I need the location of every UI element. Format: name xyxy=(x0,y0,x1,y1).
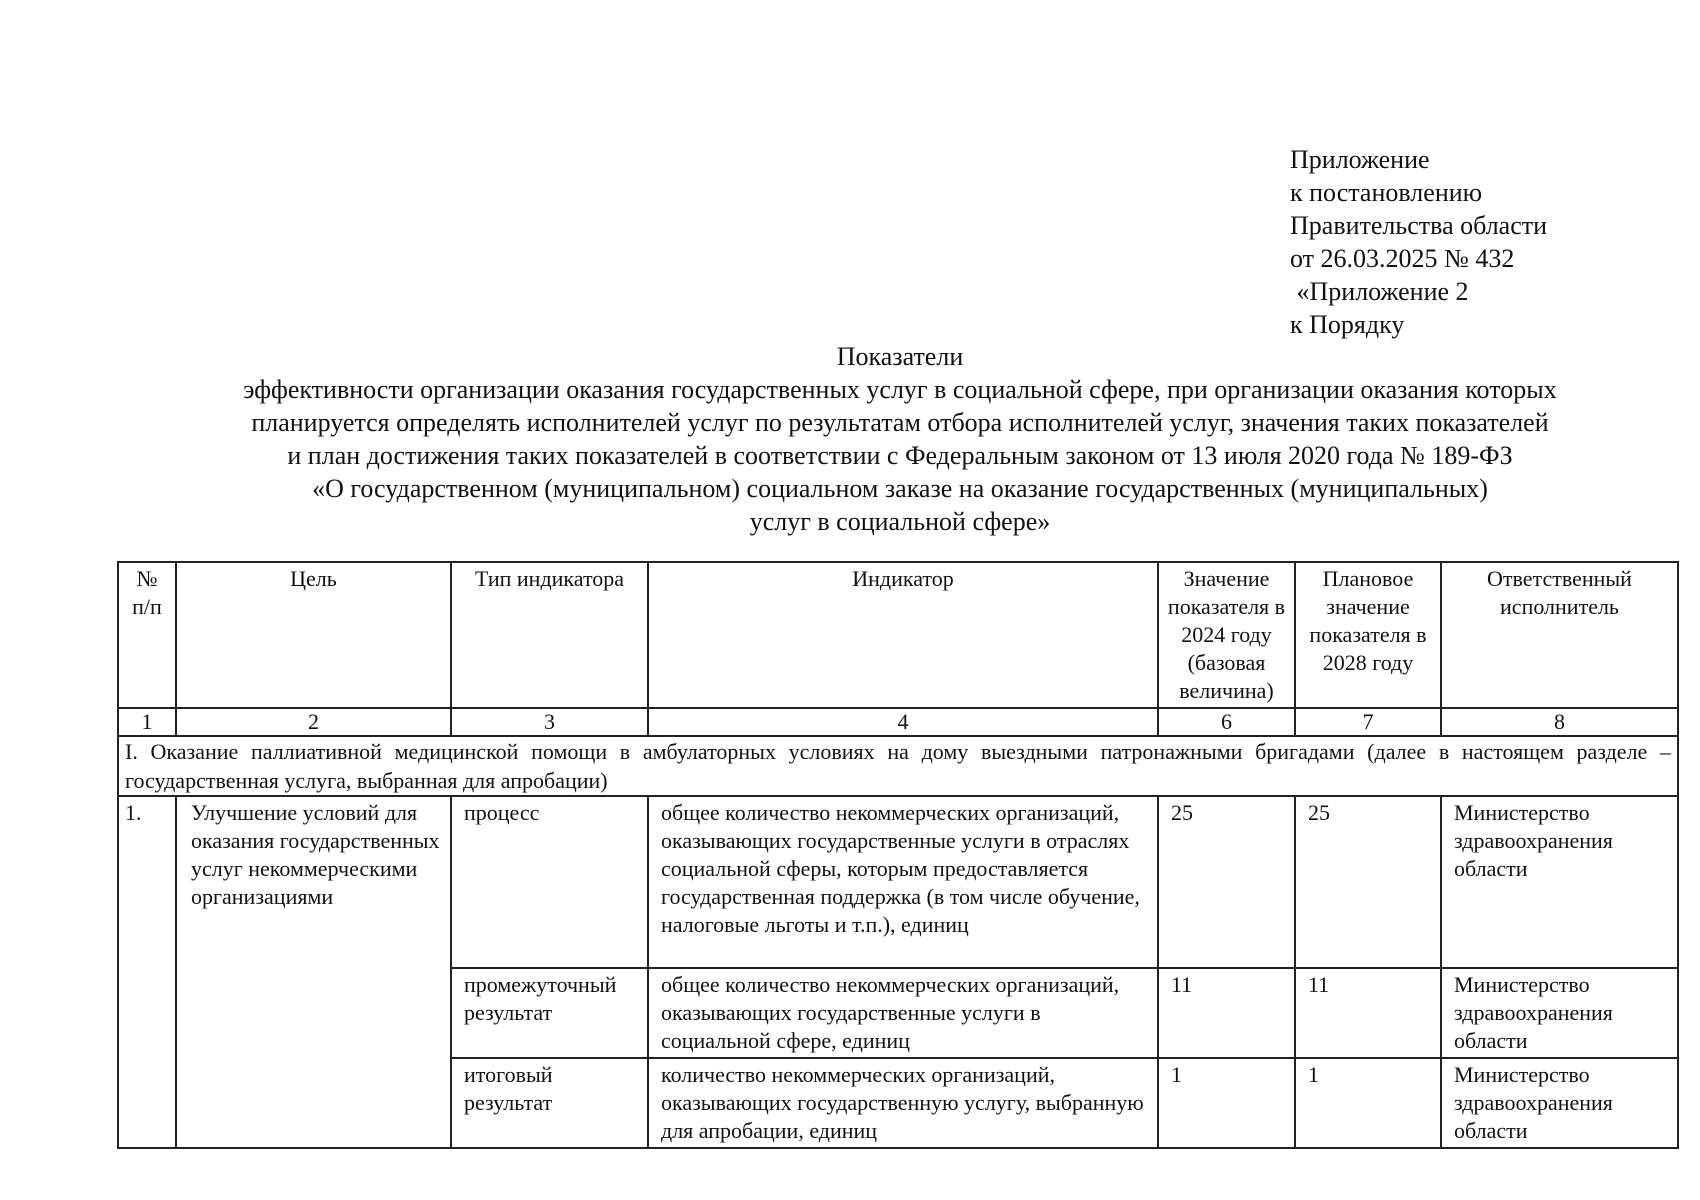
indicator-cell: количество некоммерческих организаций, оказывающих государственную услугу, выбранную для апробации, единиц xyxy=(648,1058,1158,1148)
header-cell-indicator: Индикатор xyxy=(648,562,1158,708)
column-number-cell: 4 xyxy=(648,708,1158,736)
value-2028-cell: 25 xyxy=(1295,796,1441,968)
table-row xyxy=(118,796,1678,968)
value-2024-cell: 11 xyxy=(1158,968,1295,1058)
appendix-line: Правительства области xyxy=(1290,211,1548,240)
appendix-line: к Порядку xyxy=(1290,310,1405,339)
value-2028-cell: 11 xyxy=(1295,968,1441,1058)
appendix-line: к постановлению xyxy=(1290,178,1483,207)
header-cell-goal: Цель xyxy=(176,562,451,708)
column-number-cell: 3 xyxy=(451,708,648,736)
column-number-row xyxy=(118,708,1678,736)
appendix-block xyxy=(1290,143,1547,341)
title-line: услуг в социальной сфере» xyxy=(749,507,1051,536)
document-title xyxy=(100,340,1700,538)
title-line: «О государственном (муниципальном) социальном заказе на оказание государственных (муниципальных) xyxy=(312,474,1488,503)
header-cell-number: № п/п xyxy=(118,562,176,708)
column-number-cell: 2 xyxy=(176,708,451,736)
indicator-cell: общее количество некоммерческих организаций, оказывающих государственные услуги в отраслях социальной сферы, которым предоставляется государственная поддержка (в том числе обучение, налоговые льготы и т.п.), единиц xyxy=(648,796,1158,968)
appendix-line: Приложение xyxy=(1290,145,1430,174)
title-heading: Показатели xyxy=(836,342,964,371)
section-row xyxy=(118,736,1678,796)
value-2028-cell: 1 xyxy=(1295,1058,1441,1148)
indicator-type-cell: итоговый результат xyxy=(451,1058,648,1148)
appendix-line: «Приложение 2 xyxy=(1290,277,1469,306)
column-number-cell: 7 xyxy=(1295,708,1441,736)
responsible-cell: Министерство здравоохранения области xyxy=(1441,796,1678,968)
value-2024-cell: 1 xyxy=(1158,1058,1295,1148)
column-number-cell: 1 xyxy=(118,708,176,736)
row-number: 1. xyxy=(118,796,176,1148)
title-line: эффективности организации оказания государственных услуг в социальной сфере, при организации оказания которых xyxy=(243,375,1557,404)
header-cell-value-2028: Плановое значение показателя в 2028 году xyxy=(1295,562,1441,708)
header-cell-responsible: Ответственный исполнитель xyxy=(1441,562,1678,708)
goal-cell: Улучшение условий для оказания государственных услуг некоммерческими организациями xyxy=(176,796,451,1148)
column-number-cell: 6 xyxy=(1158,708,1295,736)
value-2024-cell: 25 xyxy=(1158,796,1295,968)
indicator-cell: общее количество некоммерческих организаций, оказывающих государственные услуги в социальной сфере, единиц xyxy=(648,968,1158,1058)
section-title: I. Оказание паллиативной медицинской помощи в амбулаторных условиях на дому выездными патронажными бригадами (далее в настоящем разделе – государственная услуга, выбранная для апробации) xyxy=(118,736,1678,796)
title-line: планируется определять исполнителей услуг по результатам отбора исполнителей услуг, значения таких показателей xyxy=(251,408,1549,437)
appendix-line: от 26.03.2025 № 432 xyxy=(1290,244,1515,273)
responsible-cell: Министерство здравоохранения области xyxy=(1441,1058,1678,1148)
responsible-cell: Министерство здравоохранения области xyxy=(1441,968,1678,1058)
column-number-cell: 8 xyxy=(1441,708,1678,736)
indicators-table xyxy=(117,561,1679,1149)
indicator-type-cell: процесс xyxy=(451,796,648,968)
indicator-type-cell: промежуточный результат xyxy=(451,968,648,1058)
header-cell-value-2024: Значение показателя в 2024 году (базовая величина) xyxy=(1158,562,1295,708)
header-cell-indicator-type: Тип индикатора xyxy=(451,562,648,708)
header-row xyxy=(118,562,1678,708)
title-line: и план достижения таких показателей в соответствии с Федеральным законом от 13 июля 2020 года № 189-ФЗ xyxy=(287,441,1513,470)
